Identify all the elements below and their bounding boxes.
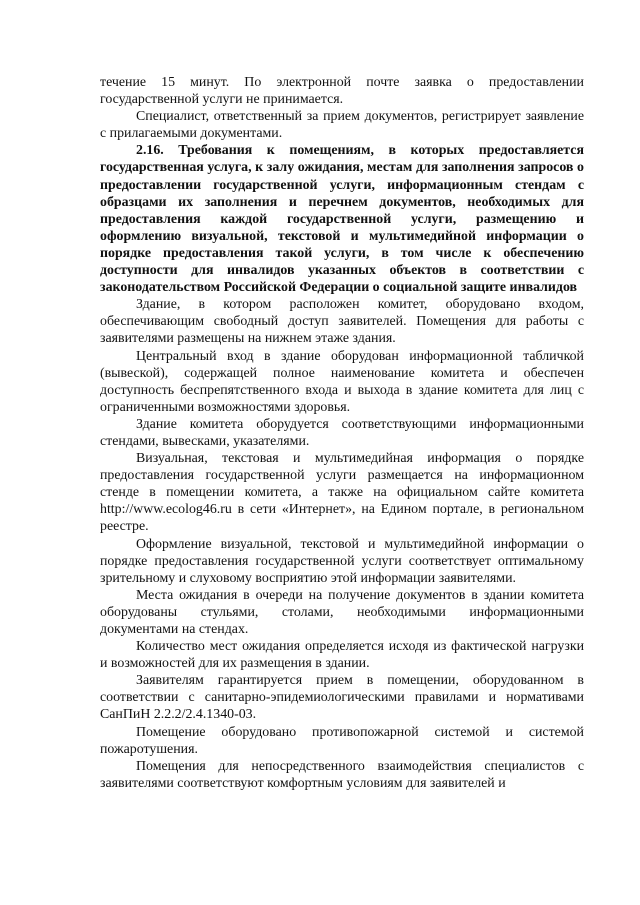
paragraph-building-access: Здание, в котором расположен комитет, оборудовано входом, обеспечивающим свободный доступ заявителей. Помещения для работы с заявителями размещены на нижнем этаже здания. <box>100 297 584 347</box>
paragraph-sanitary-rules: Заявителям гарантируется прием в помещении, оборудованном в соответствии с санитарно-эпидемиологическими правилами и нормативами СанПиН 2.2.2/2.4.1340-03. <box>100 673 584 723</box>
paragraph-comfort-conditions: Помещения для непосредственного взаимодействия специалистов с заявителями соответствуют комфортным условиям для заявителей и <box>100 758 584 791</box>
paragraph-information-stands: Здание комитета оборудуется соответствующими информационными стендами, вывесками, указателями. <box>100 416 584 449</box>
document-page <box>100 74 584 792</box>
paragraph-continuation: течение 15 минут. По электронной почте заявка о предоставлении государственной услуги не принимается. <box>100 75 584 108</box>
paragraph-waiting-places: Места ожидания в очереди на получение документов в здании комитета оборудованы стульями, столами, необходимыми информационными документами на стендах. <box>100 587 584 637</box>
paragraph-fire-system: Помещение оборудовано противопожарной системой и системой пожаротушения. <box>100 724 584 757</box>
paragraph-waiting-count: Количество мест ожидания определяется исходя из фактической нагрузки и возможностей для их размещения в здании. <box>100 639 584 672</box>
paragraph-information-design: Оформление визуальной, текстовой и мультимедийной информации о порядке предоставления государственной услуги соответствует оптимальному зрительному и слуховому восприятию этой информации заявителями. <box>100 536 584 586</box>
section-heading-2-16: 2.16. Требования к помещениям, в которых предоставляется государственная услуга, к залу ожидания, местам для заполнения запросов о предоставлении государственной услуги, информационным стендам с образцами их заполнения и перечнем документов, необходимых для предоставления каждой государственной услуги, размещению и оформлению визуальной, текстовой и мультимедийной информации о порядке предоставления такой услуги, в том числе к обеспечению доступности для инвалидов указанных объектов в соответствии с законодательством Российской Федерации о социальной защите инвалидов <box>100 143 584 296</box>
paragraph-visual-information: Визуальная, текстовая и мультимедийная информация о порядке предоставления государственной услуги размещается на информационном стенде в помещении комитета, а также на официальном сайте комитета http://www.ecolog46.ru в сети «Интернет», на Едином портале, в региональном реестре. <box>100 451 584 535</box>
paragraph-main-entrance: Центральный вход в здание оборудован информационной табличкой (вывеской), содержащей полное наименование комитета и обеспечен доступность беспрепятственного входа и выхода в здание комитета для лиц с ограниченными возможностями здоровья. <box>100 348 584 415</box>
paragraph-registration: Специалист, ответственный за прием документов, регистрирует заявление с прилагаемыми документами. <box>100 109 584 142</box>
